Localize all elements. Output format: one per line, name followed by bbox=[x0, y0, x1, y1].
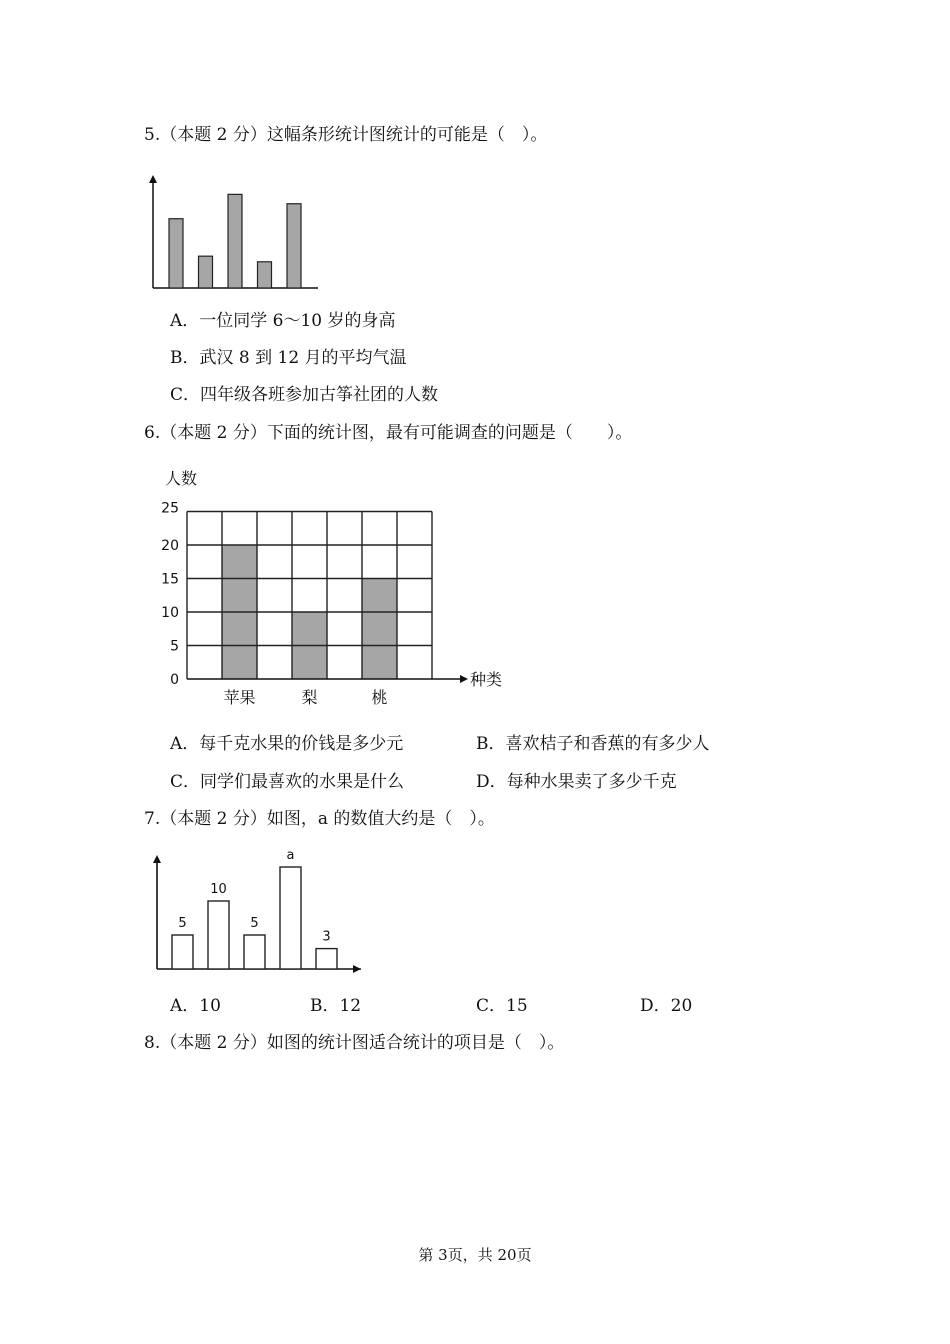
x-axis-arrow bbox=[460, 675, 468, 683]
y-tick-label: 25 bbox=[161, 500, 179, 517]
chart-q5 bbox=[140, 170, 330, 295]
question-7-option-d[interactable]: D．20 bbox=[640, 996, 693, 1016]
y-tick-label: 15 bbox=[161, 571, 179, 588]
bar-1 bbox=[169, 219, 183, 288]
data-label: 10 bbox=[210, 882, 227, 897]
question-7-option-a[interactable]: A．10 bbox=[170, 996, 221, 1016]
y-tick-label: 5 bbox=[170, 638, 179, 655]
question-7-option-b[interactable]: B．12 bbox=[310, 996, 362, 1016]
data-label: 5 bbox=[178, 916, 187, 931]
bar-5 bbox=[316, 949, 337, 969]
y-tick-label: 0 bbox=[170, 672, 179, 688]
question-5-stem: 5.（本题 2 分）这幅条形统计图统计的可能是（ ）。 bbox=[144, 125, 548, 145]
x-tick-label: 苹果 bbox=[223, 688, 256, 707]
bar-3 bbox=[228, 194, 242, 288]
question-7-option-c[interactable]: C．15 bbox=[476, 996, 528, 1016]
y-tick-label: 20 bbox=[161, 538, 179, 554]
y-axis-title: 人数 bbox=[165, 469, 198, 488]
question-5-option-a[interactable]: A．一位同学 6～10 岁的身高 bbox=[170, 311, 396, 331]
question-5-option-b[interactable]: B．武汉 8 到 12 月的平均气温 bbox=[170, 348, 407, 368]
question-6-stem: 6.（本题 2 分）下面的统计图，最有可能调查的问题是（ ）。 bbox=[144, 423, 633, 443]
question-8-stem: 8.（本题 2 分）如图的统计图适合统计的项目是（ ）。 bbox=[144, 1033, 565, 1053]
bar-桃 bbox=[362, 579, 397, 680]
x-axis-title: 种类 bbox=[470, 670, 503, 689]
x-tick-label: 桃 bbox=[371, 688, 388, 707]
chart-q6 bbox=[155, 462, 515, 712]
question-7-stem: 7.（本题 2 分）如图，a 的数值大约是（ ）。 bbox=[144, 809, 495, 829]
question-6-option-d[interactable]: D．每种水果卖了多少千克 bbox=[476, 772, 677, 792]
bar-5 bbox=[287, 204, 301, 288]
y-axis-arrow bbox=[153, 855, 161, 863]
y-tick-label: 10 bbox=[161, 605, 179, 621]
x-tick-label: 梨 bbox=[301, 688, 318, 707]
question-5-option-c[interactable]: C．四年级各班参加古筝社团的人数 bbox=[170, 385, 439, 405]
question-6-option-a[interactable]: A．每千克水果的价钱是多少元 bbox=[170, 734, 404, 754]
bar-1 bbox=[172, 935, 193, 969]
data-label: 3 bbox=[322, 929, 331, 945]
data-label: 5 bbox=[250, 916, 259, 931]
y-axis-arrow bbox=[149, 175, 157, 183]
bar-4 bbox=[258, 262, 272, 288]
question-6-option-c[interactable]: C．同学们最喜欢的水果是什么 bbox=[170, 772, 405, 792]
bar-4 bbox=[280, 867, 301, 969]
page-footer: 第 3页，共 20页 bbox=[418, 1246, 532, 1264]
data-label: a bbox=[286, 848, 295, 863]
question-6-option-b[interactable]: B．喜欢桔子和香蕉的有多少人 bbox=[476, 734, 710, 754]
bar-2 bbox=[199, 256, 213, 288]
chart-q7 bbox=[145, 845, 375, 980]
bar-3 bbox=[244, 935, 265, 969]
x-axis-arrow bbox=[353, 965, 361, 973]
bar-2 bbox=[208, 901, 229, 969]
